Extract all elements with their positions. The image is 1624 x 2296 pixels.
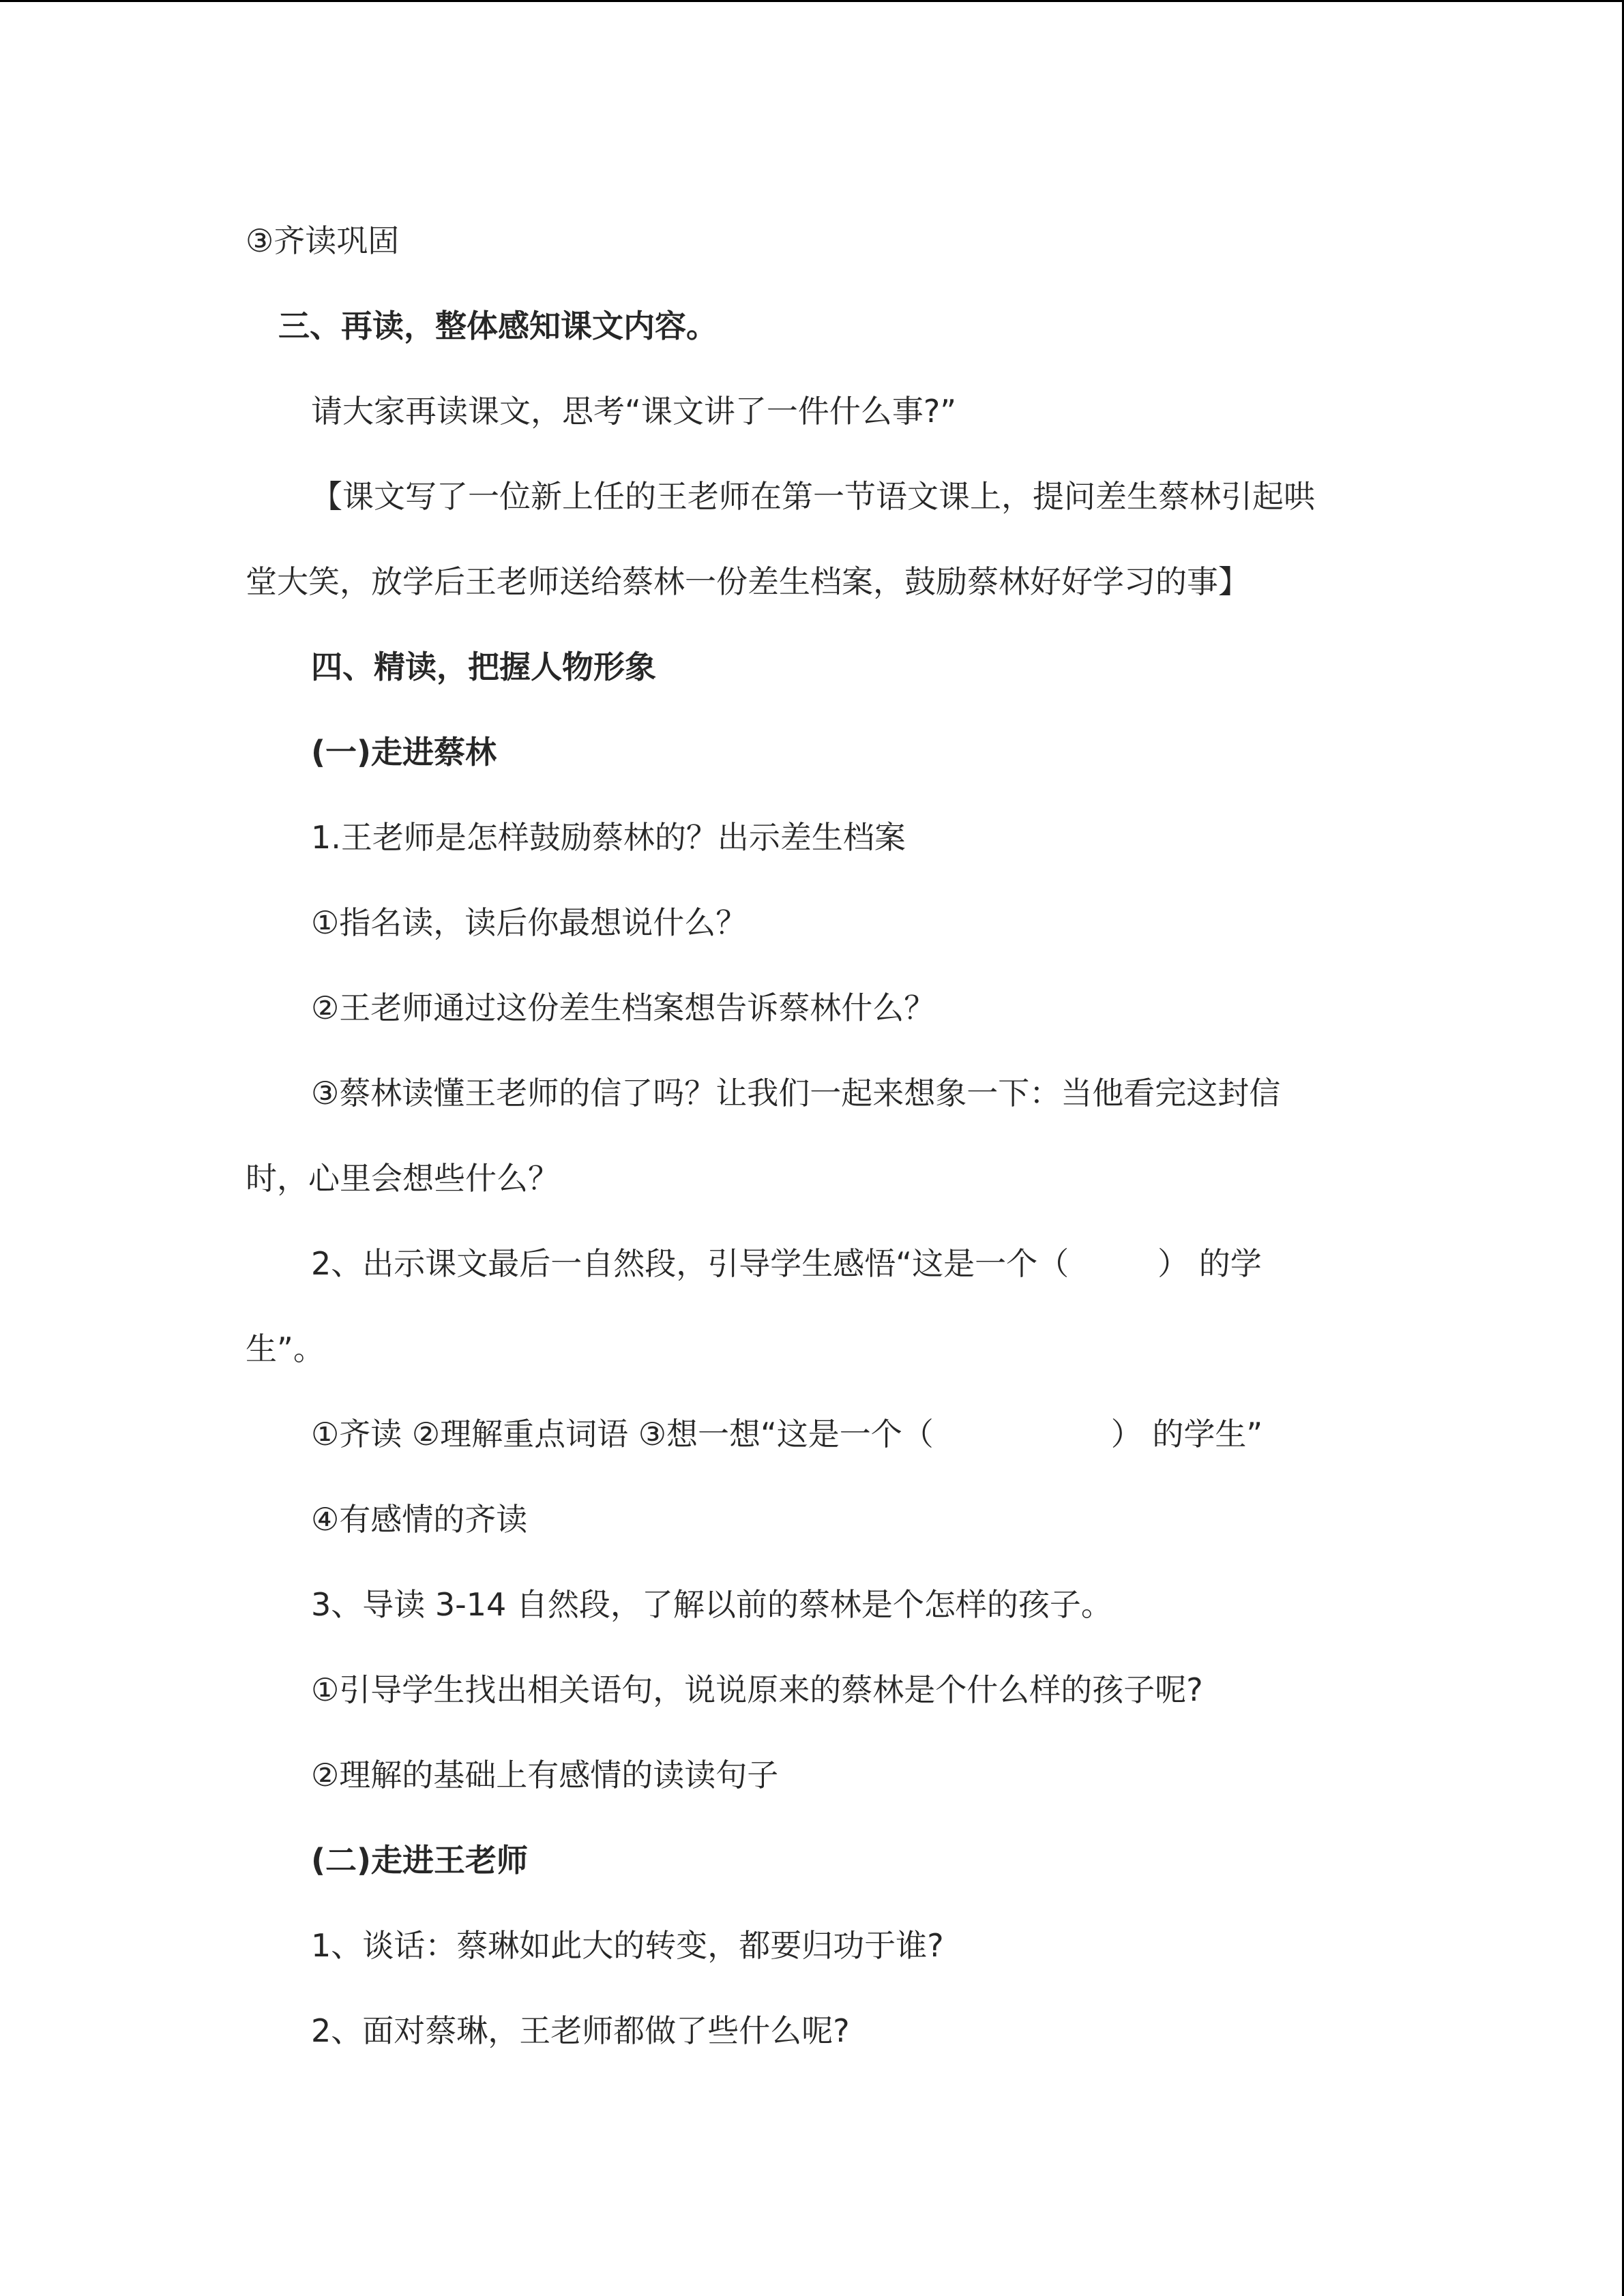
step-3-line-1: ③蔡林读懂王老师的信了吗？让我们一起来想象一下：当他看完这封信 [311,1075,1281,1112]
subsection-heading-teacher-wang: (二)走进王老师 [311,1842,529,1879]
question-2-line-2: 生”。 [246,1330,325,1367]
step-read-sentences: ②理解的基础上有感情的读读句子 [311,1757,779,1793]
step-1: ①指名读，读后你最想说什么？ [311,904,748,941]
section-heading-4: 四、精读，把握人物形象 [311,648,656,685]
question-3: 3、导读 3-14 自然段，了解以前的蔡林是个怎样的孩子。 [311,1586,1112,1623]
paragraph-summary-line-2: 堂大笑，放学后王老师送给蔡林一份差生档案，鼓励蔡林好好学习的事】 [246,563,1250,600]
steps-row-tail: ） 的学生” [1110,1416,1263,1452]
step-find-sentences: ①引导学生找出相关语句，说说原来的蔡林是个什么样的孩子呢? [311,1671,1203,1708]
question-1: 1.王老师是怎样鼓励蔡林的？出示差生档案 [311,819,906,856]
paragraph-prompt: 请大家再读课文，思考“课文讲了一件什么事?” [311,393,957,430]
step-3-line-2: 时，心里会想些什么？ [246,1160,559,1197]
section-heading-3: 三、再读，整体感知课文内容。 [278,308,718,344]
step-4: ④有感情的齐读 [311,1501,528,1538]
paragraph-summary-line-1: 【课文写了一位新上任的王老师在第一节语文课上，提问差生蔡林引起哄 [311,478,1315,515]
step-2: ②王老师通过这份差生档案想告诉蔡林什么？ [311,989,936,1026]
steps-row-text: ①齐读 ②理解重点词语 ③想一想“这是一个（ [311,1416,934,1452]
step-read-together: ③齐读巩固 [246,222,400,259]
question-2-line-1 [311,1243,1262,1284]
teacher-question-2: 2、面对蔡琳，王老师都做了些什么呢? [311,2012,850,2049]
question-2-text: 2、出示课文最后一自然段，引导学生感悟“这是一个（ [311,1245,1069,1282]
steps-row [311,1414,1263,1455]
subsection-heading-cailin: (一)走进蔡林 [311,734,497,771]
teacher-question-1: 1、谈话：蔡琳如此大的转变，都要归功于谁? [311,1927,944,1964]
question-2-tail: ） 的学 [1157,1245,1262,1282]
